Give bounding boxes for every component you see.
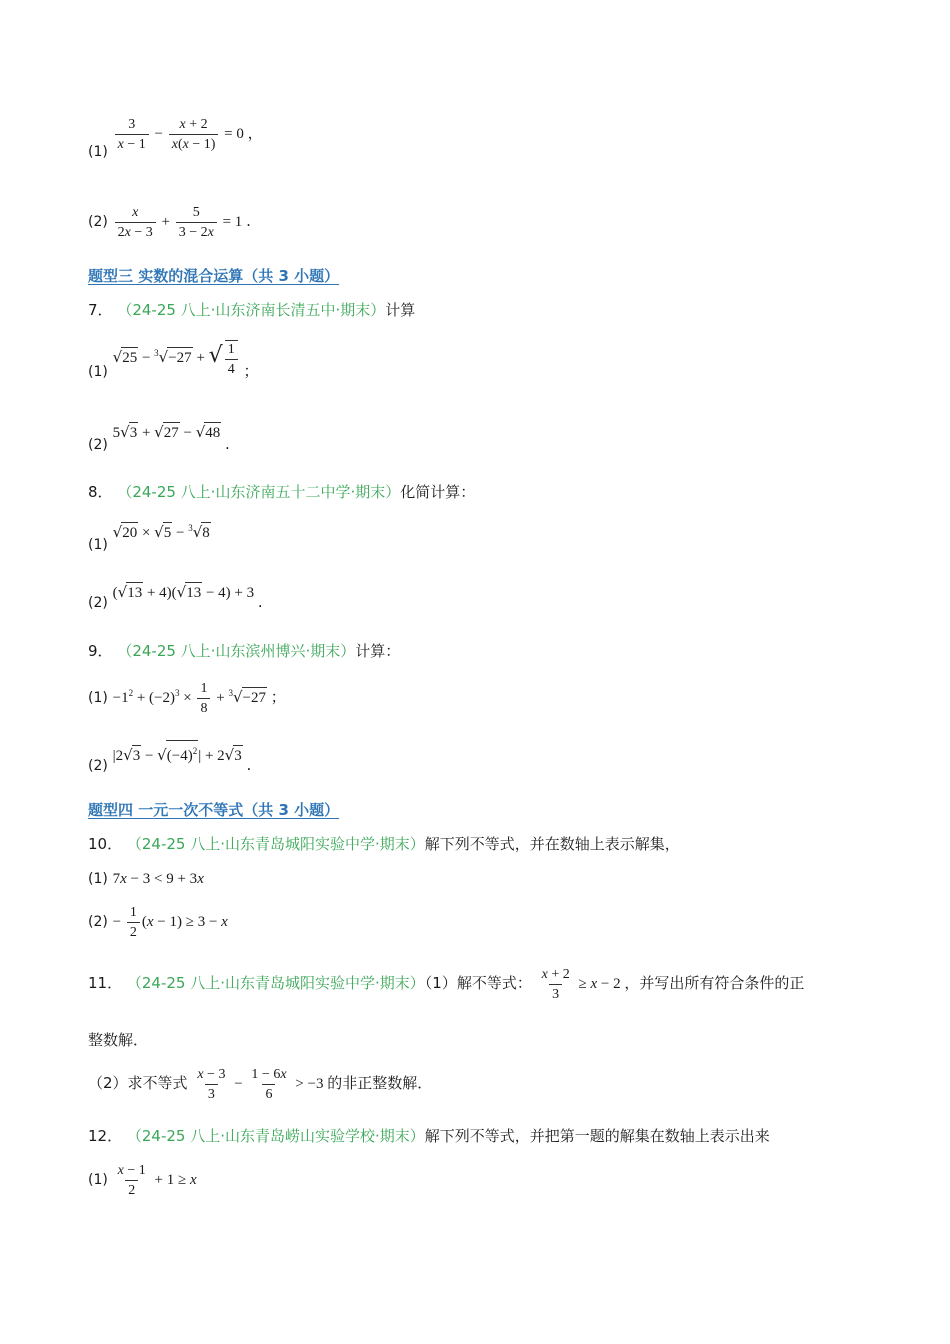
part-label: (2) xyxy=(88,213,108,230)
q12-part1 xyxy=(88,1162,197,1199)
question-source: （24-25 八上·山东济南长清五中·期末） xyxy=(117,301,386,319)
question-8 xyxy=(88,482,475,502)
part-label: (1) xyxy=(88,1171,108,1188)
q6-part1 xyxy=(88,116,263,160)
q8-part1 xyxy=(88,518,211,553)
question-9 xyxy=(88,641,400,661)
question-text: （1）解不等式： xyxy=(424,973,532,992)
part-label: (1) xyxy=(88,689,108,706)
question-text: （2）求不等式 xyxy=(88,1073,188,1092)
q10-part2 xyxy=(88,904,228,941)
question-11-cont: 整数解． xyxy=(88,1031,149,1049)
part-label: (2) xyxy=(88,437,108,453)
part-label: (1) xyxy=(88,143,108,160)
punct: ， xyxy=(247,123,263,142)
question-text: 解下列不等式，并在数轴上表示解集， xyxy=(424,835,680,853)
q10-part1 xyxy=(88,868,204,889)
question-text: 解下列不等式，并把第一题的解集在数轴上表示出来 xyxy=(424,1127,770,1145)
q11-part2 xyxy=(88,1066,432,1103)
math-expression: 5√3 + √27 − √48 xyxy=(112,423,221,441)
math-expression: $\frac{x + 2}{3}$ ≥ x − 2 xyxy=(541,967,625,1002)
question-number: 12． xyxy=(88,1127,123,1145)
section-heading-4: 题型四 一元一次不等式（共 3 小题） xyxy=(88,801,340,819)
question-text: ，并写出所有符合条件的正 xyxy=(624,973,805,992)
punct: ； xyxy=(270,687,286,706)
question-7 xyxy=(88,300,415,320)
question-text: 计算： xyxy=(355,642,401,660)
part-label: (1) xyxy=(88,364,108,381)
question-text: 化简计算： xyxy=(400,483,476,501)
math-expression: $|2√3 - √(-4)^2| + 2√3$ xyxy=(113,748,247,764)
math-expression: √20 × √5 − $^3$√8 xyxy=(112,523,210,541)
q6-part2 xyxy=(88,204,251,241)
math-expression: (√13 + 4)(√13 − 4) + 3 xyxy=(112,583,258,601)
question-source: （24-25 八上·山东青岛崂山实验学校·期末） xyxy=(126,1127,425,1145)
math-expression: $-1^2 + (-2)^3$ × $\frac{1}{8}$ + $^3$√−27 xyxy=(112,681,266,716)
q7-part2 xyxy=(88,422,230,453)
question-number: 11． xyxy=(88,973,123,992)
punct: . xyxy=(257,593,263,611)
punct: . xyxy=(225,435,230,453)
question-number: 9． xyxy=(88,642,113,660)
question-source: （24-25 八上·山东济南五十二中学·期末） xyxy=(117,483,401,501)
question-source: （24-25 八上·山东青岛城阳实验中学·期末） xyxy=(126,835,425,853)
math-expression: $\frac{x - 1}{2}$ + 1 ≥ x xyxy=(117,1163,197,1198)
math-expression: √25 − $^3$√−27 + √ $\frac{1}{4}$ xyxy=(113,350,244,366)
part-label: (1) xyxy=(88,537,108,553)
punct: . xyxy=(246,756,252,774)
question-source: （24-25 八上·山东青岛城阳实验中学·期末） xyxy=(126,973,425,992)
math-expression: − $\frac{1}{2}$ (x − 1) ≥ 3 − x xyxy=(112,905,228,940)
part-label: (2) xyxy=(88,758,108,774)
punct: . xyxy=(246,211,251,230)
part-label: (1) xyxy=(88,871,108,887)
math-expression: $\frac{x}{2x - 3}$ + $\frac{5}{3 - 2x}$ = 1 xyxy=(113,214,246,230)
question-10 xyxy=(88,834,680,854)
question-text: 的非正整数解． xyxy=(327,1073,433,1092)
math-expression: 7x − 3 < 9 + 3x xyxy=(112,871,204,887)
math-expression: $\frac{3}{x - 1}$ − $\frac{x + 2}{x(x - 1)}$ = 0 xyxy=(113,126,248,142)
q8-part2 xyxy=(88,582,263,611)
question-text: 计算 xyxy=(385,301,416,319)
q7-part1 xyxy=(88,340,259,381)
q9-part2 xyxy=(88,740,252,774)
q9-part1 xyxy=(88,680,286,717)
part-label: (2) xyxy=(88,595,108,611)
part-label: (2) xyxy=(88,913,108,930)
math-expression: $\frac{x - 3}{3}$ − $\frac{1 - 6x}{6}$ > −3 xyxy=(197,1067,328,1102)
punct: ； xyxy=(243,362,259,381)
question-11 xyxy=(88,966,804,1003)
question-number: 8． xyxy=(88,483,113,501)
question-12 xyxy=(88,1126,770,1146)
section-heading-3: 题型三 实数的混合运算（共 3 小题） xyxy=(88,267,340,285)
question-number: 10． xyxy=(88,835,123,853)
question-number: 7． xyxy=(88,301,113,319)
question-source: （24-25 八上·山东滨州博兴·期末） xyxy=(117,642,356,660)
